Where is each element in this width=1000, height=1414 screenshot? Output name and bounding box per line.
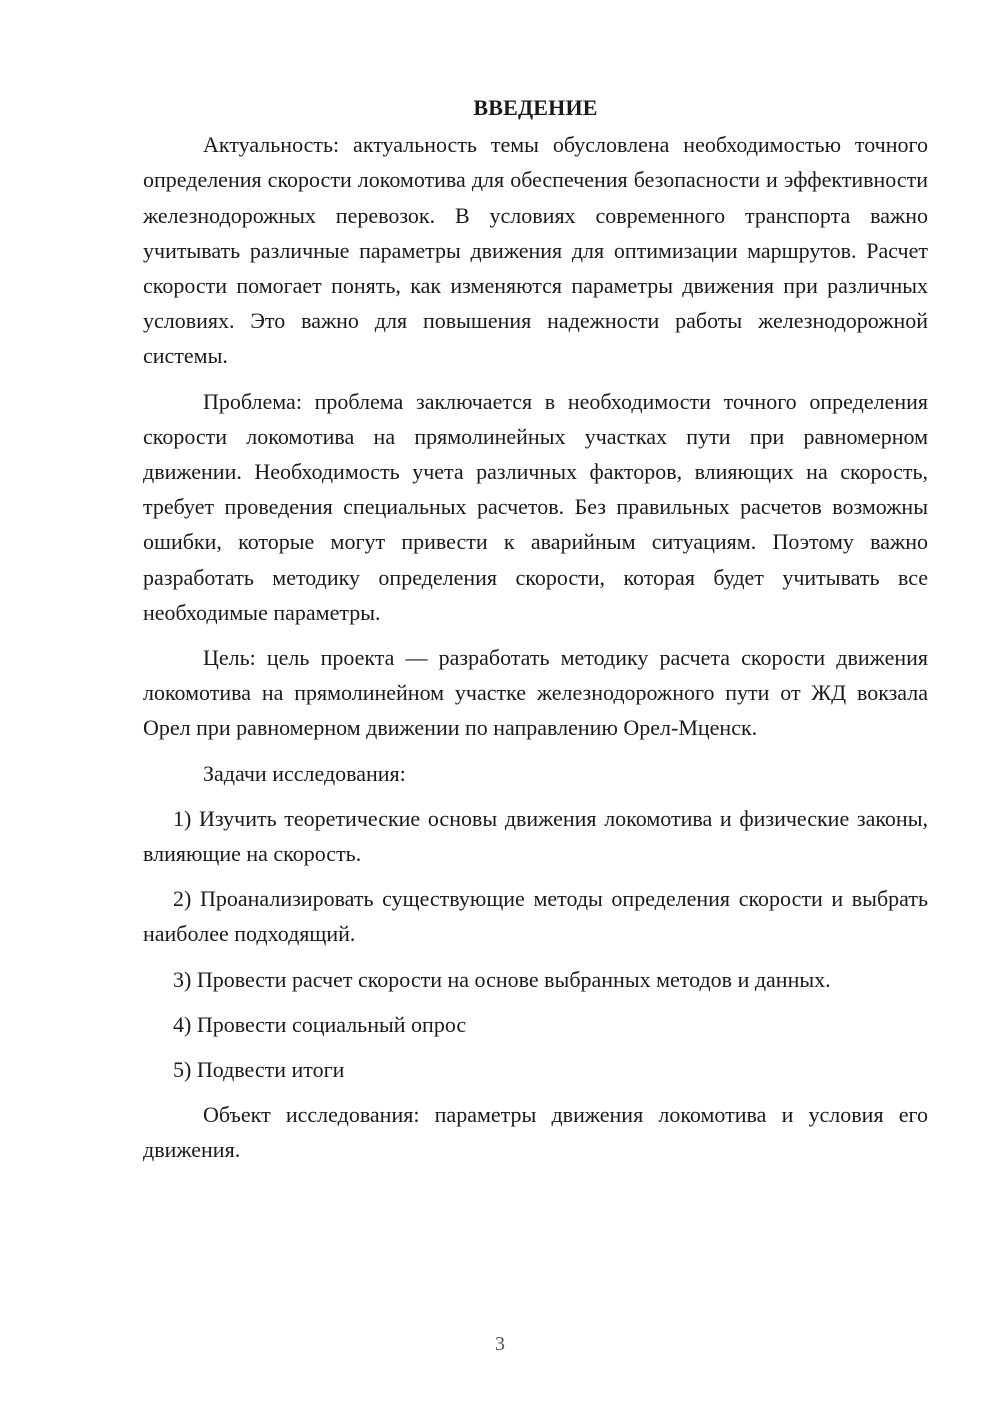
section-title: ВВЕДЕНИЕ [473, 95, 598, 120]
task-item: 4) Провести социальный опрос [173, 1011, 467, 1037]
problem-paragraph: Проблема: проблема заключается в необходимости точного определения скорости локомотива на прямолинейных участках пути при равномерном движении. Необходимость учета различных факторов, влияющих на скорость, требует проведения специальных расчетов. Без правильных расчетов возможны ошибки, которые могут привести к аварийным ситуациям. Поэтому важно разработать методику определения скорости, которая будет учитывать все необходимые параметры. [143, 388, 928, 625]
relevance-paragraph: Актуальность: актуальность темы обусловлена необходимостью точного определения скорости локомотива для обеспечения безопасности и эффективности железнодорожных перевозок. В условиях современного транспорта важно учитывать различные параметры движения для оптимизации маршрутов. Расчет скорости помогает понять, как изменяются параметры движения при различных условиях. Это важно для повышения надежности работы железнодорожной системы. [143, 132, 928, 369]
task-item: 1) Изучить теоретические основы движения локомотива и физические законы, влияющие на скорость. [143, 805, 928, 867]
object-paragraph: Объект исследования: параметры движения локомотива и условия его движения. [143, 1102, 928, 1163]
task-item: 5) Подвести итоги [173, 1057, 345, 1083]
task-item: 3) Провести расчет скорости на основе выбранных методов и данных. [173, 966, 831, 992]
page-content [143, 90, 928, 1178]
page-number: 3 [495, 1333, 505, 1355]
goal-paragraph: Цель: цель проекта — разработать методику расчета скорости движения локомотива на прямолинейном участке железнодорожного пути от ЖД вокзала Орел при равномерном движении по направлению Орел-Мценск. [143, 645, 928, 741]
tasks-heading: Задачи исследования: [203, 760, 406, 786]
task-item: 2) Проанализировать существующие методы определения скорости и выбрать наиболее подходящий. [143, 886, 928, 947]
